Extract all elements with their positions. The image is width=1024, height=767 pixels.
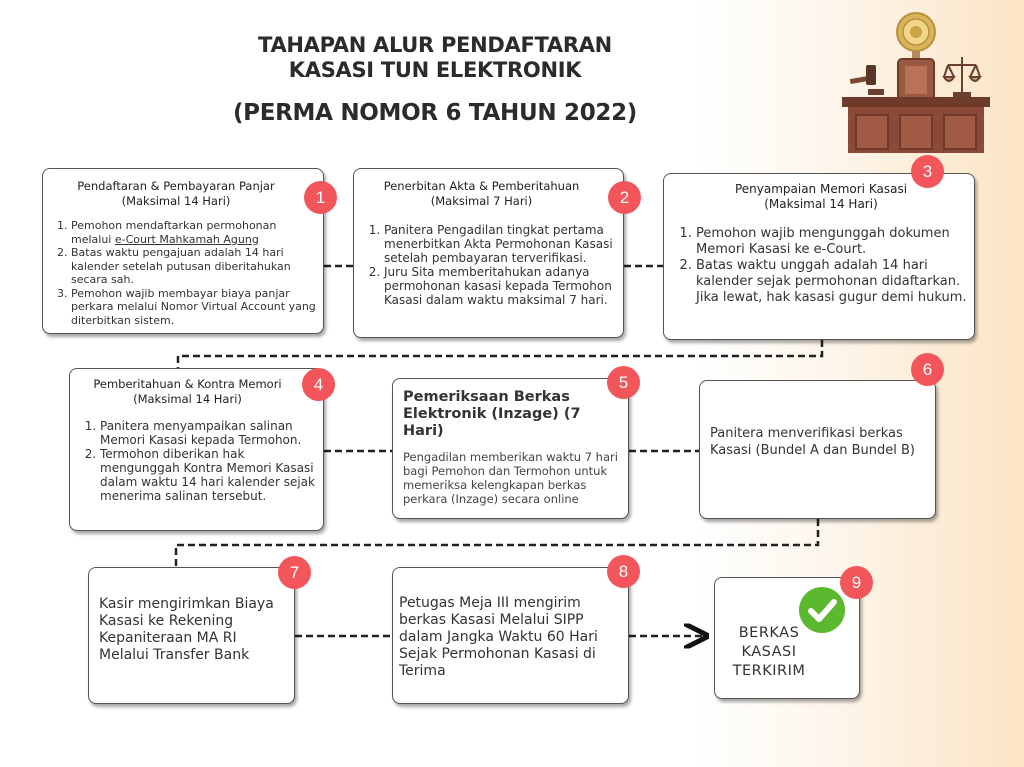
- step-2-subheading: (Maksimal 7 Hari): [430, 194, 533, 208]
- step-1-subheading: (Maksimal 14 Hari): [121, 194, 231, 208]
- step-4-heading: Pemberitahuan & Kontra Memori: [93, 377, 282, 391]
- step-7-badge: 7: [278, 556, 311, 589]
- step-2-heading: Penerbitan Akta & Pemberitahuan: [383, 179, 580, 193]
- title-line-3: (PERMA NOMOR 6 TAHUN 2022): [232, 100, 638, 126]
- step-card-2: [353, 168, 624, 338]
- step-1-heading: Pendaftaran & Pembayaran Panjar: [77, 179, 275, 193]
- step-3-item-2: 2. Batas waktu unggah adalah 14 hari kalender sejak permohonan didaftarkan. Jika lewat, hak kasasi gugur demi hukum.: [696, 258, 968, 306]
- step-7-text: Kasir mengirimkan Biaya Kasasi ke Rekening Kepaniteraan MA RI Melalui Transfer Bank: [99, 596, 274, 663]
- step-2-item-2: 2. Juru Sita memberitahukan adanya permohonan kasasi kepada Termohon Kasasi dalam waktu maksimal 7 hari.: [384, 265, 617, 307]
- step-8-badge: 8: [607, 555, 640, 588]
- step-1-item-1: 1. Pemohon mendaftarkan permohonan melalui e-Court Mahkamah Agung: [71, 219, 317, 246]
- step-card-5: [392, 378, 629, 519]
- step-card-6: [699, 380, 936, 519]
- step-6-badge: 6: [911, 353, 944, 386]
- step-1-item-2: 2. Batas waktu pengajuan adalah 14 hari kalender setelah putusan diberitahukan secara sah.: [71, 246, 317, 287]
- step-5-heading: Pemeriksaan Berkas Elektronik (Inzage) (7 Hari): [403, 389, 581, 439]
- step-card-4: [69, 368, 324, 531]
- step-3-badge: 3: [911, 155, 944, 188]
- step-4-item-1: 1. Panitera menyampaikan salinan Memori Kasasi kepada Termohon.: [100, 419, 317, 447]
- step-2-badge: 2: [608, 181, 641, 214]
- step-9-badge: 9: [840, 566, 873, 599]
- check-icon: [799, 587, 845, 633]
- step-4-item-2: 2. Termohon diberikan hak mengunggah Kontra Memori Kasasi dalam waktu 14 hari kalender sejak menerima salinan tersebut.: [100, 447, 317, 503]
- step-3-heading: Penyampaian Memori Kasasi: [734, 182, 908, 196]
- step-card-1: [42, 168, 324, 334]
- step-5-badge: 5: [607, 366, 640, 399]
- title-line-2: KASASI TUN ELEKTRONIK: [288, 58, 582, 82]
- step-4-badge: 4: [302, 368, 335, 401]
- step-6-text: Panitera menverifikasi berkas Kasasi (Bundel A dan Bundel B): [710, 426, 915, 458]
- step-card-8: [392, 567, 629, 704]
- step-3-subheading: (Maksimal 14 Hari): [764, 197, 878, 211]
- step-3-item-1: 1. Pemohon wajib mengunggah dokumen Memori Kasasi ke e-Court.: [696, 226, 968, 258]
- step-4-subheading: (Maksimal 14 Hari): [133, 392, 242, 406]
- step-1-badge: 1: [304, 181, 337, 214]
- step-card-7: [88, 567, 295, 704]
- step-5-text: Pengadilan memberikan waktu 7 hari bagi Pemohon dan Termohon untuk memeriksa kelengkapan berkas perkara (Inzage) secara online: [403, 450, 618, 506]
- ecourt-link[interactable]: e-Court Mahkamah Agung: [114, 232, 259, 246]
- title-line-1: TAHAPAN ALUR PENDAFTARAN: [258, 33, 612, 57]
- step-9-text: BERKAS KASASI TERKIRIM: [732, 625, 806, 679]
- step-1-item-3: 3. Pemohon wajib membayar biaya panjar perkara melalui Nomor Virtual Account yang diterbitkan sistem.: [71, 287, 317, 328]
- step-2-item-1: 1. Panitera Pengadilan tingkat pertama menerbitkan Akta Permohonan Kasasi setelah pembayaran terverifikasi.: [384, 223, 617, 265]
- step-card-3: [663, 173, 975, 340]
- step-8-text: Petugas Meja III mengirim berkas Kasasi Melalui SIPP dalam Jangka Waktu 60 Hari Sejak Permohonan Kasasi di Terima: [399, 595, 598, 679]
